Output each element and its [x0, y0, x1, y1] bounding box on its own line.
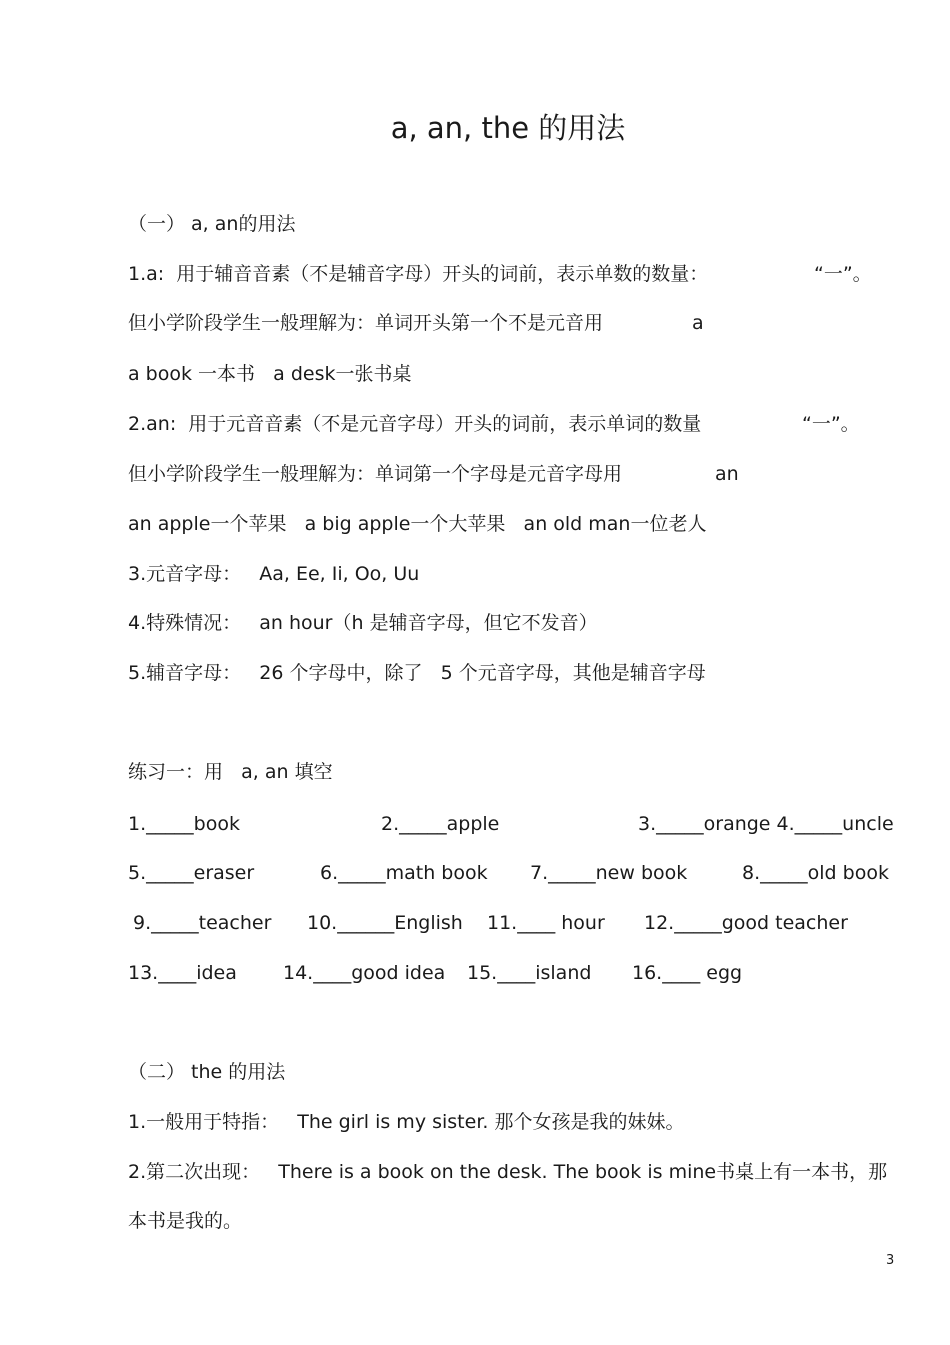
exercise-item: 9._____teacher	[133, 912, 272, 934]
the-rule-specific: 1.一般用于特指： The girl is my sister. 那个女孩是我的妹妹。	[128, 1111, 685, 1133]
rule-vowels: 3.元音字母： Aa, Ee, Ii, Oo, Uu	[128, 563, 420, 585]
rule-a-quote: “一”。	[814, 263, 872, 285]
rule-consonants: 5.辅音字母： 26 个字母中，除了 5 个元音字母，其他是辅音字母	[128, 662, 706, 684]
rule-a-simple-answer: a	[692, 312, 704, 334]
exercise-one-heading: 练习一：用 a, an 填空	[128, 761, 333, 783]
section-two-heading: （二） the 的用法	[128, 1061, 286, 1083]
rule-special: 4.特殊情况： an hour（h 是辅音字母，但它不发音）	[128, 612, 598, 634]
rule-a-example: a book 一本书 a desk一张书桌	[128, 363, 412, 385]
rule-an-simple-answer: an	[715, 463, 739, 485]
exercise-item: 14.____good idea	[283, 962, 446, 984]
exercise-item: 8._____old book	[742, 862, 889, 884]
exercise-item: 13.____idea	[128, 962, 237, 984]
exercise-item: 10.______English	[307, 912, 463, 934]
rule-a-text: 1.a: 用于辅音音素（不是辅音字母）开头的词前，表示单数的数量：	[128, 263, 709, 285]
section-one-heading: （一） a, an的用法	[128, 213, 296, 235]
exercise-item: 5._____eraser	[128, 862, 255, 884]
exercise-item: 3._____orange 4._____uncle	[638, 813, 894, 835]
rule-an-text: 2.an: 用于元音音素（不是元音字母）开头的词前，表示单词的数量	[128, 413, 702, 435]
rule-an-quote: “一”。	[802, 413, 860, 435]
exercise-item: 15.____island	[467, 962, 592, 984]
rule-an-example: an apple一个苹果 a big apple一个大苹果 an old man一位老人	[128, 513, 707, 535]
page-number: 3	[886, 1253, 895, 1268]
the-rule-second-mention: 2.第二次出现： There is a book on the desk. The book is mine书桌上有一本书，那	[128, 1161, 888, 1183]
exercise-item: 11.____ hour	[487, 912, 605, 934]
document-title: a, an, the 的用法	[390, 111, 626, 145]
rule-an-simple-text: 但小学阶段学生一般理解为：单词第一个字母是元音字母用	[128, 463, 623, 485]
rule-a-simple-text: 但小学阶段学生一般理解为：单词开头第一个不是元音用	[128, 312, 604, 334]
the-rule-second-mention-continued: 本书是我的。	[128, 1210, 243, 1232]
exercise-item: 2._____apple	[381, 813, 500, 835]
exercise-item: 6._____math book	[320, 862, 488, 884]
exercise-item: 16.____ egg	[632, 962, 743, 984]
exercise-item: 1._____book	[128, 813, 240, 835]
exercise-item: 12._____good teacher	[644, 912, 848, 934]
exercise-item: 7._____new book	[530, 862, 688, 884]
